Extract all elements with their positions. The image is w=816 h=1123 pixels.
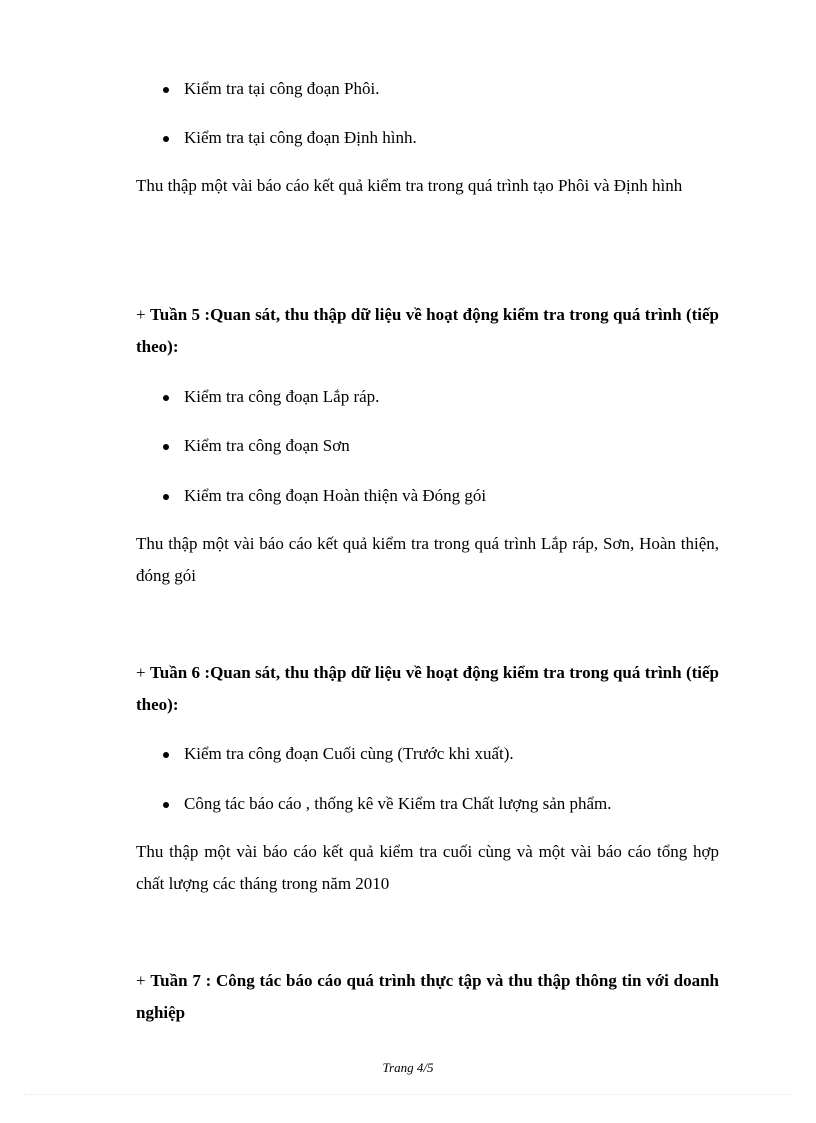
heading-text: Tuần 6 :Quan sát, thu thập dữ liệu về hoạt động kiểm tra trong quá trình (tiếp theo): xyxy=(136,663,719,714)
page-bottom-divider xyxy=(24,1094,792,1095)
bullet-item: Kiểm tra công đoạn Hoàn thiện và Đóng gói xyxy=(184,486,487,505)
bullet-item: Công tác báo cáo , thống kê về Kiểm tra Chất lượng sản phẩm. xyxy=(184,794,612,813)
section-heading xyxy=(136,965,719,1029)
section-summary: Thu thập một vài báo cáo kết quả kiểm tra trong quá trình tạo Phôi và Định hình xyxy=(136,176,683,195)
section-heading xyxy=(136,299,719,363)
section-summary: Thu thập một vài báo cáo kết quả kiểm tra trong quá trình Lắp ráp, Sơn, Hoàn thiện, đóng gói xyxy=(136,534,719,585)
section-summary: Thu thập một vài báo cáo kết quả kiểm tra cuối cùng và một vài báo cáo tổng hợp chất lượng các tháng trong năm 2010 xyxy=(136,842,719,893)
section-heading xyxy=(136,657,719,721)
heading-text: Tuần 5 :Quan sát, thu thập dữ liệu về hoạt động kiểm tra trong quá trình (tiếp theo): xyxy=(136,305,719,356)
heading-prefix: + xyxy=(136,663,150,682)
heading-prefix: + xyxy=(136,971,151,990)
bullet-item: Kiểm tra công đoạn Lắp ráp. xyxy=(184,387,380,406)
bullet-item: Kiểm tra tại công đoạn Phôi. xyxy=(184,79,380,98)
bullet-item: Kiểm tra tại công đoạn Định hình. xyxy=(184,128,417,147)
page-number: Trang 4/5 xyxy=(382,1060,434,1075)
heading-text: Tuần 7 : Công tác báo cáo quá trình thực tập và thu thập thông tin với doanh nghiệp xyxy=(136,971,719,1022)
bullet-item: Kiểm tra công đoạn Sơn xyxy=(184,436,350,455)
heading-prefix: + xyxy=(136,305,150,324)
bullet-item: Kiểm tra công đoạn Cuối cùng (Trước khi xuất). xyxy=(184,744,514,763)
